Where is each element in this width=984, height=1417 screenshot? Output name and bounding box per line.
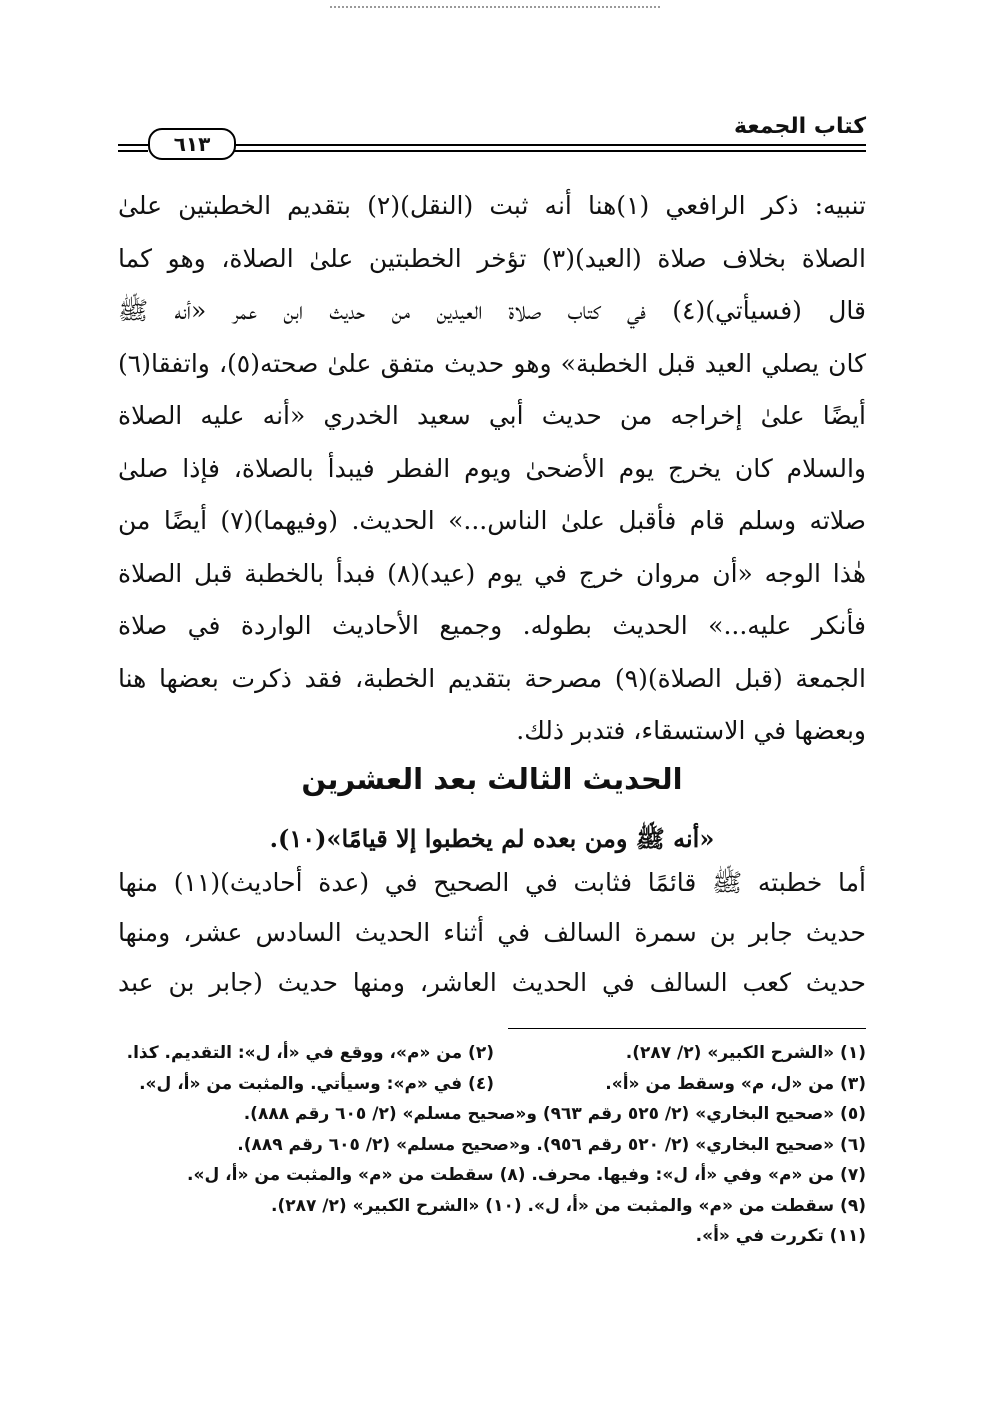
text-line: قال (فسيأتي)(٤) في كتاب صلاة العيدين من حديث ابن عمر «أنه ﷺ (118, 296, 866, 325)
page-number: ٦١٣ (148, 128, 236, 160)
footnote-line (118, 1160, 866, 1191)
text-line: تنبيه: ذكر الرافعي (١)هنا أنه ثبت (النقل)(٢) بتقديم الخطبتين علىٰ (118, 191, 866, 220)
main-text (118, 180, 866, 758)
header-rule (118, 150, 148, 152)
hadith-text: «أنه ﷺ ومن بعده لم يخطبوا إلا قيامًا»(١٠). (269, 824, 715, 853)
section-heading: الحديث الثالث بعد العشرين (301, 762, 683, 796)
main-text-continued (118, 858, 866, 1008)
footnote-line (118, 1038, 866, 1069)
text-line: صلاته وسلم قام فأقبل علىٰ الناس...» الحديث. (وفيهما)(٧) أيضًا من (118, 506, 867, 535)
book-title: كتاب الجمعة (734, 114, 866, 139)
text-line: فأنكر عليه...» الحديث بطوله. وجميع الأحاديث الواردة في صلاة (118, 611, 866, 640)
footnote: (٦) «صحيح البخاري» (٢/ ٥٢٠ رقم ٩٥٦). و«صحيح مسلم» (٢/ ٦٠٥ رقم ٨٨٩). (237, 1134, 866, 1155)
header-rule (228, 144, 866, 146)
scan-marks (330, 6, 660, 11)
text-line: حديث جابر بن سمرة السالف في أثناء الحديث السادس عشر، ومنها (118, 918, 866, 947)
text-line: حديث كعب السالف في الحديث العاشر، ومنها حديث (جابر بن عبد (118, 968, 866, 997)
footnote: (٢) من «م»، ووقع في «أ، ل»: التقديم. كذا. (126, 1043, 494, 1063)
footnote: (٣) من «ل، م» وسقط من «أ». (605, 1073, 866, 1094)
footnote-line (118, 1099, 866, 1130)
footnote-line (118, 1191, 866, 1222)
text-line: والسلام كان يخرج يوم الأضحىٰ ويوم الفطر فيبدأ بالصلاة، فإذا صلىٰ (118, 453, 866, 483)
footnote: (٧) من «م» وفي «أ، ل»: وفيها. محرف. (٨) سقطت من «م» والمثبت من «أ، ل». (187, 1165, 866, 1185)
text-line: أيضًا علىٰ إخراجه من حديث أبي سعيد الخدري «أنه عليه الصلاة (118, 401, 866, 430)
footnote-separator (508, 1028, 866, 1029)
text-line: الصلاة بخلاف صلاة (العيد)(٣) تؤخر الخطبتين علىٰ الصلاة، وهو كما (118, 243, 866, 273)
footnotes (118, 1038, 866, 1252)
header-rule (228, 150, 866, 152)
footnote: (٥) «صحيح البخاري» (٢/ ٥٢٥ رقم ٩٦٣) و«صحيح مسلم» (٢/ ٦٠٥ رقم ٨٨٨). (243, 1104, 866, 1124)
page-header (118, 112, 866, 158)
footnote: (١) «الشرح الكبير» (٢/ ٢٨٧). (625, 1043, 866, 1063)
text-line: أما خطبته ﷺ قائمًا فثابت في الصحيح في (عدة أحاديث)(١١) منها (118, 868, 866, 897)
footnote: (٩) سقطت من «م» والمثبت من «أ، ل». (١٠) «الشرح الكبير» (٢/ ٢٨٧). (271, 1195, 866, 1216)
header-rule (118, 144, 148, 146)
footnote: (٤) في «م»: وسيأتي. والمثبت من «أ، ل». (139, 1073, 494, 1094)
text-line: كان يصلي العيد قبل الخطبة» وهو حديث متفق علىٰ صحته(٥)، واتفقا(٦) (118, 348, 866, 378)
text-line: هٰذا الوجه «أن مروان خرج في يوم (عيد)(٨) فبدأ بالخطبة قبل الصلاة (118, 558, 866, 588)
text-line: وبعضها في الاستسقاء، فتدبر ذلك. (516, 716, 866, 745)
footnote-line (118, 1221, 866, 1252)
footnote: (١١) تكررت في «أ». (695, 1226, 866, 1246)
footnote-line (118, 1069, 866, 1100)
text-line: الجمعة (قبل الصلاة)(٩) مصرحة بتقديم الخطبة، فقد ذكرت بعضها هنا (118, 663, 866, 693)
footnote-line (118, 1130, 866, 1161)
